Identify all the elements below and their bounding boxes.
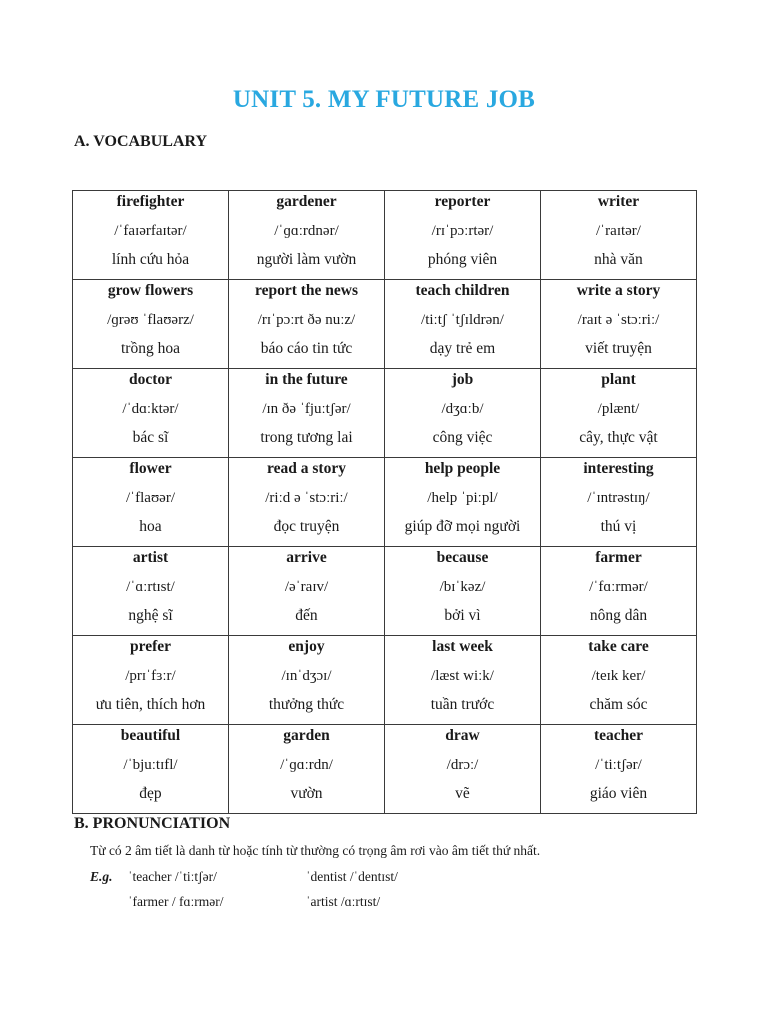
vocab-ipa: /ˈtiːtʃər/ xyxy=(595,757,642,773)
vocab-meaning: báo cáo tin tức xyxy=(260,340,353,357)
vocab-word: take care xyxy=(588,638,649,655)
vocab-cell xyxy=(229,369,385,458)
vocab-word: artist xyxy=(132,549,169,566)
vocab-ipa: /ɪnˈdʒɔɪ/ xyxy=(281,668,332,684)
vocab-meaning: trồng hoa xyxy=(121,340,180,357)
vocab-cell xyxy=(541,547,697,636)
vocab-meaning: bác sĩ xyxy=(132,429,169,446)
vocab-ipa: /raɪt ə ˈstɔːriː/ xyxy=(577,312,660,328)
vocab-word: in the future xyxy=(265,371,348,388)
vocab-meaning: ưu tiên, thích hơn xyxy=(95,696,206,713)
vocab-word: because xyxy=(436,549,489,566)
vocab-cell xyxy=(385,547,541,636)
vocab-meaning: vẽ xyxy=(455,785,470,802)
vocab-meaning: lính cứu hỏa xyxy=(111,251,190,268)
vocab-word: read a story xyxy=(267,460,346,477)
vocab-word: interesting xyxy=(583,460,654,477)
vocab-meaning: bởi vì xyxy=(444,607,481,624)
vocab-cell xyxy=(73,280,229,369)
vocab-meaning: thưởng thức xyxy=(268,696,345,713)
vocab-cell xyxy=(73,458,229,547)
vocab-word: draw xyxy=(445,727,480,744)
vocab-cell xyxy=(541,636,697,725)
vocab-word: plant xyxy=(601,371,636,388)
vocab-cell xyxy=(73,369,229,458)
vocab-cell xyxy=(541,280,697,369)
vocab-ipa: /ɪn ðə ˈfjuːtʃər/ xyxy=(262,401,351,417)
vocab-ipa: /dʒɑːb/ xyxy=(441,401,484,417)
pronunciation-rule: Từ có 2 âm tiết là danh từ hoặc tính từ thường có trọng âm rơi vào âm tiết thứ nhất. xyxy=(90,843,541,858)
vocab-cell xyxy=(541,191,697,280)
vocab-cell xyxy=(229,725,385,814)
vocab-cell xyxy=(541,725,697,814)
example-item: ˈartist /ɑːrtɪst/ xyxy=(306,894,381,909)
vocab-word: gardener xyxy=(276,193,337,210)
example-label: E.g. xyxy=(90,869,113,884)
vocab-cell xyxy=(229,636,385,725)
vocab-ipa: /əˈraɪv/ xyxy=(284,579,329,595)
vocab-cell xyxy=(385,280,541,369)
vocab-word: firefighter xyxy=(116,193,185,210)
vocab-word: prefer xyxy=(129,638,172,655)
vocab-word: reporter xyxy=(434,193,491,210)
vocab-cell xyxy=(73,636,229,725)
vocab-ipa: /ˈbjuːtɪfl/ xyxy=(123,757,178,773)
vocab-ipa: /prɪˈfɜːr/ xyxy=(125,668,176,684)
vocab-cell xyxy=(229,458,385,547)
example-item: ˈdentist /ˈdentɪst/ xyxy=(306,869,398,884)
vocab-word: farmer xyxy=(595,549,642,566)
vocab-cell xyxy=(385,458,541,547)
vocab-ipa: /plænt/ xyxy=(597,401,640,417)
vocab-meaning: phóng viên xyxy=(427,251,498,268)
vocab-word: teacher xyxy=(593,727,644,744)
vocabulary-table xyxy=(72,190,697,814)
vocab-ipa: /riːd ə ˈstɔːriː/ xyxy=(265,490,348,506)
vocab-cell xyxy=(541,369,697,458)
vocab-cell xyxy=(73,191,229,280)
vocab-meaning: công việc xyxy=(432,429,493,446)
section-heading-vocabulary: A. VOCABULARY xyxy=(74,133,208,150)
vocab-word: arrive xyxy=(286,549,327,566)
vocab-cell xyxy=(541,458,697,547)
vocab-ipa: /teɪk ker/ xyxy=(591,668,646,684)
vocab-meaning: viết truyện xyxy=(585,340,652,357)
vocab-meaning: cây, thực vật xyxy=(579,429,658,446)
vocab-word: writer xyxy=(597,193,640,210)
vocab-meaning: đẹp xyxy=(139,785,162,802)
vocab-cell xyxy=(229,191,385,280)
table-row xyxy=(73,369,697,458)
vocab-meaning: hoa xyxy=(139,518,162,535)
vocab-cell xyxy=(73,725,229,814)
vocab-ipa: /ˈdɑːktər/ xyxy=(122,401,179,417)
vocab-word: help people xyxy=(424,460,501,477)
vocab-cell xyxy=(229,547,385,636)
vocab-word: flower xyxy=(129,460,172,477)
vocab-word: job xyxy=(451,371,474,388)
vocab-meaning: nhà văn xyxy=(594,251,643,268)
vocab-ipa: /ˈfaɪərfaɪtər/ xyxy=(114,223,187,239)
table-row xyxy=(73,725,697,814)
vocab-cell xyxy=(385,369,541,458)
table-row xyxy=(73,458,697,547)
vocab-meaning: vườn xyxy=(290,785,323,802)
vocab-meaning: tuần trước xyxy=(430,696,495,713)
vocab-meaning: người làm vườn xyxy=(256,251,357,268)
vocab-ipa: /help ˈpiːpl/ xyxy=(427,490,498,506)
vocab-meaning: giúp đỡ mọi người xyxy=(404,518,521,535)
vocab-ipa: /læst wiːk/ xyxy=(431,668,494,684)
vocab-word: beautiful xyxy=(120,727,181,744)
vocab-meaning: dạy trẻ em xyxy=(429,340,496,357)
vocab-meaning: thú vị xyxy=(600,518,637,535)
vocab-word: write a story xyxy=(576,282,661,299)
vocab-ipa: /drɔː/ xyxy=(446,757,479,773)
vocab-word: grow flowers xyxy=(107,282,194,299)
example-item: ˈfarmer / fɑːrmər/ xyxy=(128,894,224,909)
vocab-word: last week xyxy=(432,638,493,655)
vocab-meaning: chăm sóc xyxy=(589,696,648,713)
example-item: ˈteacher /ˈtiːtʃər/ xyxy=(128,869,217,884)
vocab-ipa: /ˈɡɑːrdn/ xyxy=(280,757,333,773)
vocab-meaning: nông dân xyxy=(589,607,648,624)
vocab-ipa: /ˈflaʊər/ xyxy=(125,490,176,506)
vocab-word: enjoy xyxy=(288,638,325,655)
vocab-ipa: /rɪˈpɔːrt ðə nuːz/ xyxy=(257,312,356,328)
table-row xyxy=(73,547,697,636)
page-title: UNIT 5. MY FUTURE JOB xyxy=(232,86,536,113)
vocab-ipa: /ɡrəʊ ˈflaʊərz/ xyxy=(107,312,194,328)
vocab-cell xyxy=(229,280,385,369)
vocab-cell xyxy=(73,547,229,636)
vocab-ipa: /bɪˈkəz/ xyxy=(439,579,486,595)
vocab-meaning: giáo viên xyxy=(589,785,648,802)
table-row xyxy=(73,191,697,280)
vocab-ipa: /rɪˈpɔːrtər/ xyxy=(431,223,494,239)
vocab-cell xyxy=(385,191,541,280)
vocab-ipa: /ˈɑːrtɪst/ xyxy=(126,579,175,595)
vocab-meaning: đọc truyện xyxy=(273,518,340,535)
vocab-meaning: đến xyxy=(295,607,318,624)
vocab-word: doctor xyxy=(128,371,173,388)
vocab-word: garden xyxy=(283,727,330,744)
vocabulary-table-body xyxy=(73,191,697,814)
table-row xyxy=(73,280,697,369)
vocab-word: report the news xyxy=(254,282,359,299)
vocab-ipa: /ˈraɪtər/ xyxy=(596,223,641,239)
table-row xyxy=(73,636,697,725)
vocab-ipa: /ˈfɑːrmər/ xyxy=(589,579,648,595)
vocab-meaning: trong tương lai xyxy=(260,429,353,446)
vocab-ipa: /ˈɪntrəstɪŋ/ xyxy=(587,490,650,506)
vocab-meaning: nghệ sĩ xyxy=(128,607,173,624)
vocab-cell xyxy=(385,725,541,814)
section-heading-pronunciation: B. PRONUNCIATION xyxy=(74,815,231,832)
vocab-ipa: /tiːtʃ ˈtʃɪldrən/ xyxy=(421,312,504,328)
vocab-word: teach children xyxy=(415,282,510,299)
vocab-ipa: /ˈɡɑːrdnər/ xyxy=(274,223,339,239)
vocab-cell xyxy=(385,636,541,725)
